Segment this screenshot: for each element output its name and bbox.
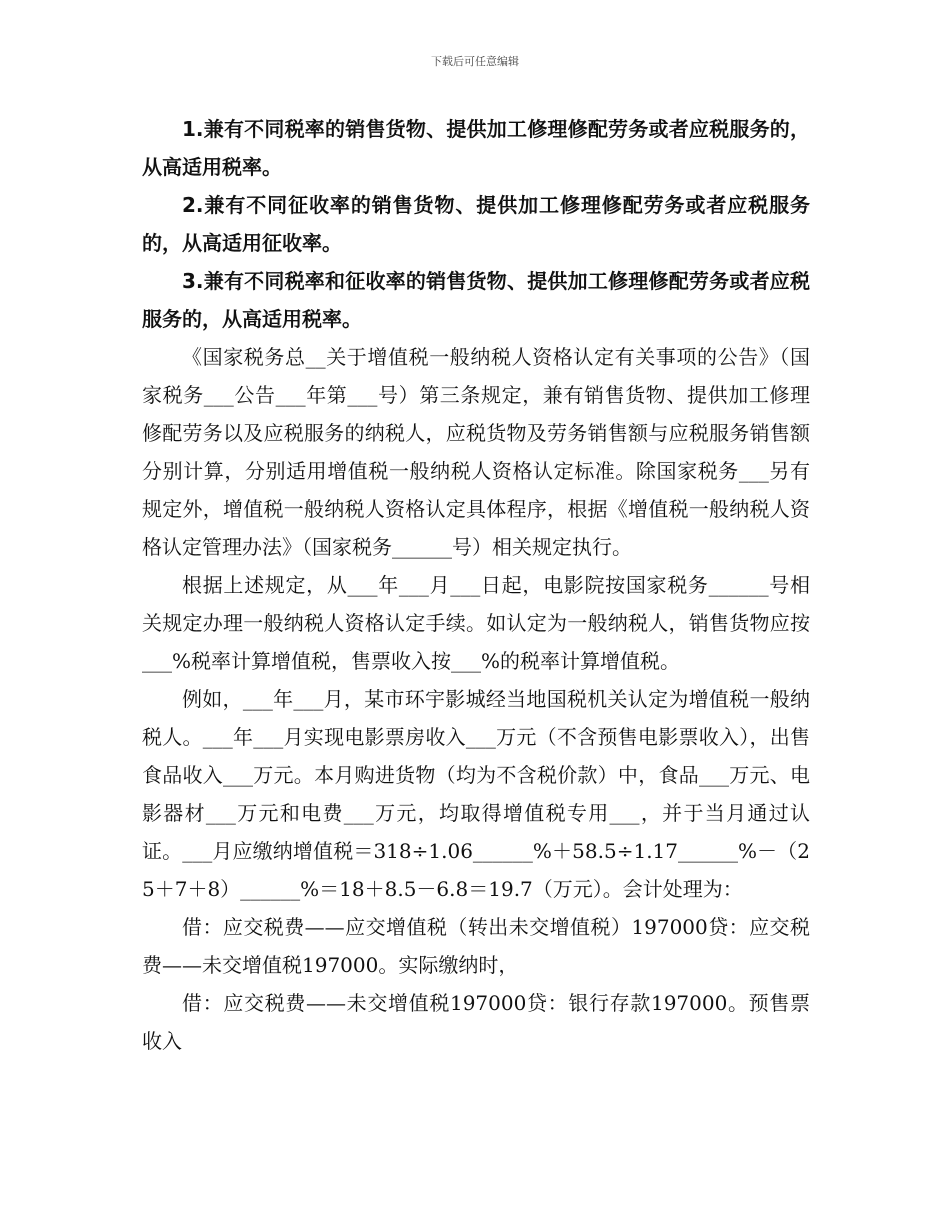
- regulation-paragraph: 根据上述规定，从___年___月___日起，电影院按国家税务______号相关规定办理一般纳税人资格认定手续。如认定为一般纳税人，销售货物应按___%税率计算增值税，售票收入按___%的税率计算增值税。: [142, 573, 810, 673]
- document-body: [142, 110, 810, 1060]
- rule-item-1: 1.兼有不同税率的销售货物、提供加工修理修配劳务或者应税服务的，从高适用税率。: [142, 117, 810, 179]
- rule-item-2: 2.兼有不同征收率的销售货物、提供加工修理修配劳务或者应税服务的，从高适用征收率。: [142, 193, 810, 255]
- page-header: 下载后可任意编辑: [431, 55, 519, 68]
- rule-item-3: 3.兼有不同税率和征收率的销售货物、提供加工修理修配劳务或者应税服务的，从高适用税率。: [142, 269, 810, 331]
- example-paragraph: 例如，___年___月，某市环宇影城经当地国税机关认定为增值税一般纳税人。___年___月实现电影票房收入___万元（不含预售电影票收入），出售食品收入___万元。本月购进货物（均为不含税价款）中，食品___万元、电影器材___万元和电费___万元，均取得增值税专用___，并于当月通过认证。___月应缴纳增值税＝318÷1.06______%＋58.5÷1.17______%－（25＋7＋8）______%＝18＋8.5－6.8＝19.7（万元）。会计处理为：: [142, 687, 810, 901]
- accounting-entry-1: 借：应交税费——应交增值税（转出未交增值税）197000贷：应交税费——未交增值税197000。实际缴纳时，: [142, 915, 810, 977]
- announcement-paragraph: 《国家税务总__关于增值税一般纳税人资格认定有关事项的公告》（国家税务___公告___年第___号）第三条规定，兼有销售货物、提供加工修理修配劳务以及应税服务的纳税人，应税货物及劳务销售额与应税服务销售额分别计算，分别适用增值税一般纳税人资格认定标准。除国家税务___另有规定外，增值税一般纳税人资格认定具体程序，根据《增值税一般纳税人资格认定管理办法》（国家税务______号）相关规定执行。: [142, 345, 810, 559]
- accounting-entry-2: 借：应交税费——未交增值税197000贷：银行存款197000。预售票收入: [142, 991, 810, 1053]
